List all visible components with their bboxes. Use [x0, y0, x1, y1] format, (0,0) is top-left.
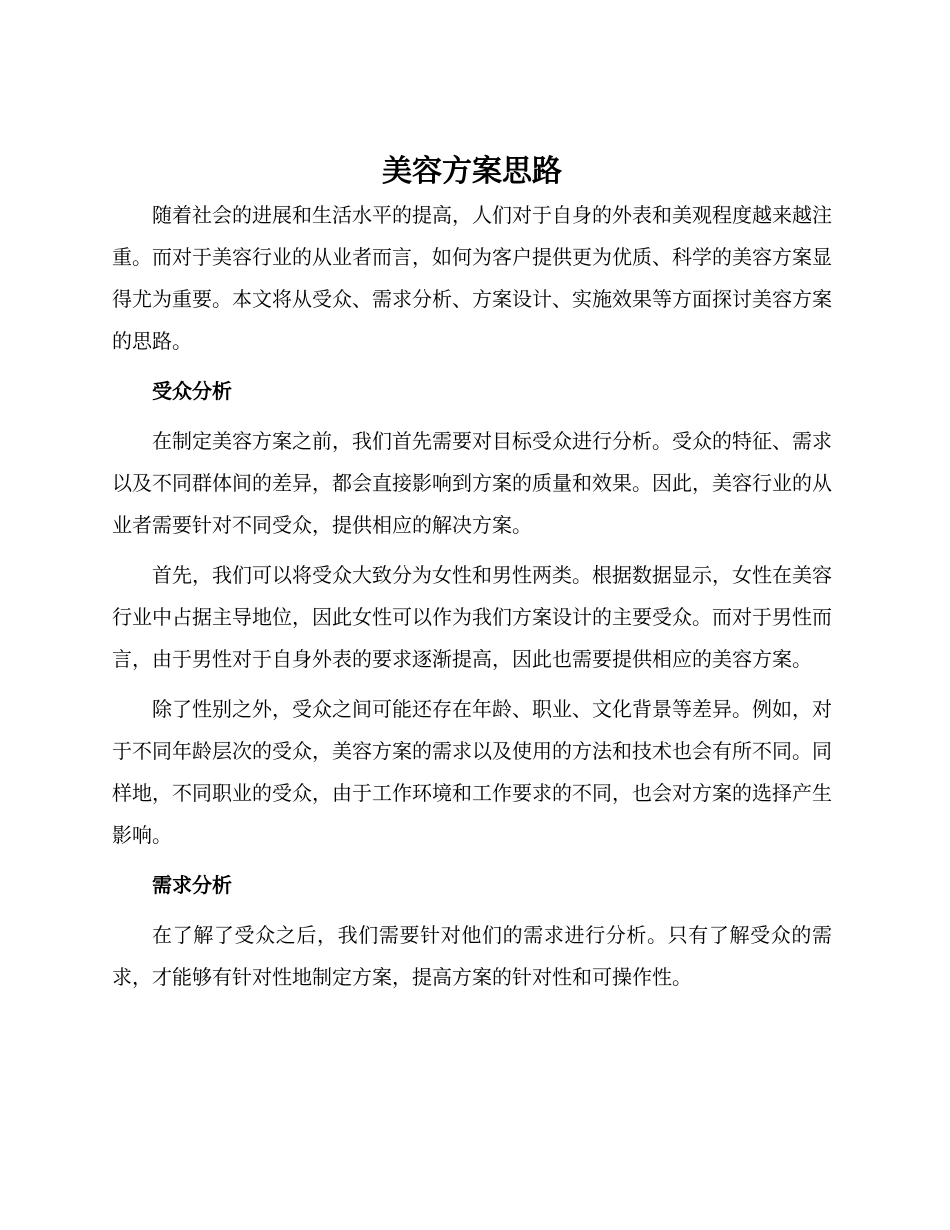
needs-paragraph-1: 在了解了受众之后，我们需要针对他们的需求进行分析。只有了解受众的需求，才能够有针对性地制定方案，提高方案的针对性和可操作性。	[112, 923, 832, 989]
document-title: 美容方案思路	[382, 154, 562, 189]
audience-paragraph-1: 在制定美容方案之前，我们首先需要对目标受众进行分析。受众的特征、需求以及不同群体间的差异，都会直接影响到方案的质量和效果。因此，美容行业的从业者需要针对不同受众，提供相应的解决方案。	[112, 429, 832, 537]
section-heading-needs: 需求分析	[152, 873, 232, 897]
section-heading-audience: 受众分析	[152, 379, 232, 403]
audience-paragraph-3: 除了性别之外，受众之间可能还存在年龄、职业、文化背景等差异。例如，对于不同年龄层次的受众，美容方案的需求以及使用的方法和技术也会有所不同。同样地，不同职业的受众，由于工作环境和工作要求的不同，也会对方案的选择产生影响。	[112, 697, 832, 847]
document-page	[112, 150, 832, 1006]
intro-paragraph: 随着社会的进展和生活水平的提高，人们对于自身的外表和美观程度越来越注重。而对于美容行业的从业者而言，如何为客户提供更为优质、科学的美容方案显得尤为重要。本文将从受众、需求分析、方案设计、实施效果等方面探讨美容方案的思路。	[112, 203, 832, 353]
audience-paragraph-2: 首先，我们可以将受众大致分为女性和男性两类。根据数据显示，女性在美容行业中占据主导地位，因此女性可以作为我们方案设计的主要受众。而对于男性而言，由于男性对于自身外表的要求逐渐提高，因此也需要提供相应的美容方案。	[112, 563, 832, 671]
